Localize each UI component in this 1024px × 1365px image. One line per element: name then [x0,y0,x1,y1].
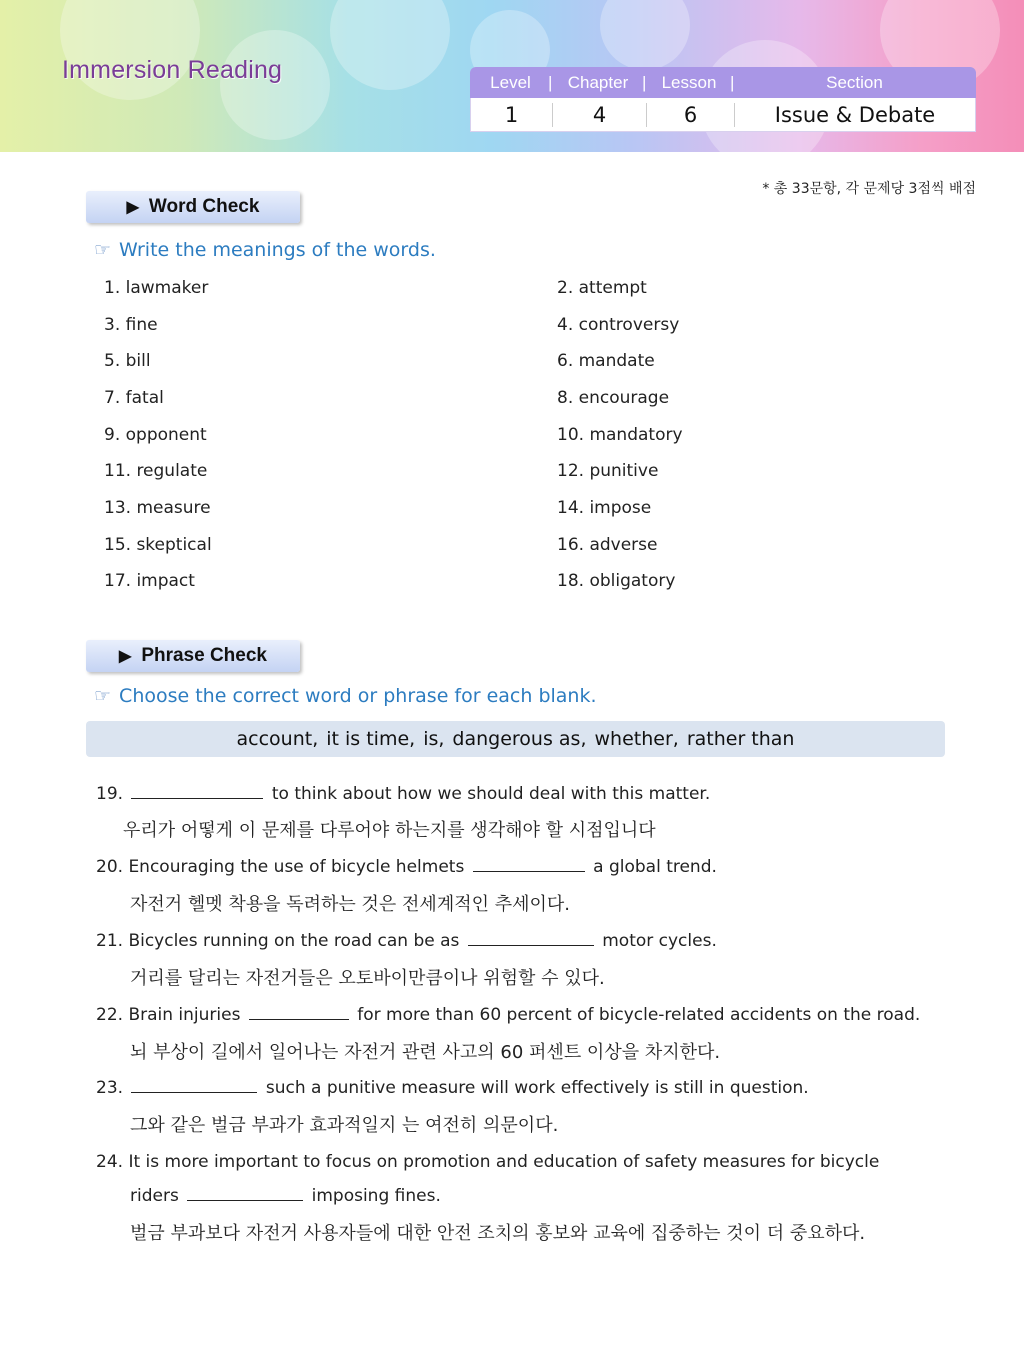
decor-bubble [330,0,450,90]
phrase-option: dangerous as, [452,728,587,750]
score-note: * 총 33문항, 각 문제당 3점씩 배점 [762,181,976,197]
word-item: 13. measure [104,498,211,518]
question-23-korean: 그와 같은 벌금 부과가 효과적일지 는 여전히 의문이다. [130,1115,559,1136]
answer-blank[interactable] [468,932,594,946]
play-triangle-icon: ▶ [126,199,139,216]
info-value-row [470,98,976,132]
word-item: 16. adverse [557,535,658,555]
question-21 [96,931,717,951]
word-item: 4. controversy [557,315,680,335]
answer-blank[interactable] [187,1187,303,1201]
question-text: 23. [96,1078,124,1098]
phrase-check-instruction-text: Choose the correct word or phrase for each blank. [119,685,597,707]
decor-bubble [600,0,690,70]
word-check-instruction [94,239,436,261]
question-text: a global trend. [593,857,717,877]
word-item: 1. lawmaker [104,278,209,298]
word-item: 2. attempt [557,278,647,298]
question-21-korean: 거리를 달리는 자전거들은 오토바이만큼이나 위험할 수 있다. [130,968,605,989]
info-col-section: | Section [733,73,976,93]
word-check-header [86,191,300,223]
question-19-korean: 우리가 어떻게 이 문제를 다루어야 하는지를 생각해야 할 시점입니다 [123,820,656,841]
phrase-option: it is time, [326,728,416,750]
phrase-check-header [86,640,300,672]
word-item: 17. impact [104,571,195,591]
phrase-check-instruction [94,685,597,707]
word-item: 5. bill [104,351,151,371]
word-item: 8. encourage [557,388,670,408]
word-item: 7. fatal [104,388,164,408]
word-check-instruction-text: Write the meanings of the words. [119,239,436,261]
decor-bubble [220,30,330,140]
phrase-option: whether, [594,728,679,750]
question-text: 24. It is more important to focus on promotion and education of safety measures for bicycle [96,1152,880,1172]
lesson-info-table [470,67,976,132]
question-24 [96,1152,879,1172]
word-item: 10. mandatory [557,425,683,445]
pointing-hand-icon: ☞ [94,685,112,707]
info-header-row [470,67,976,98]
word-item: 9. opponent [104,425,207,445]
word-check-title: Word Check [148,196,260,217]
question-23 [96,1078,809,1098]
question-text: 20. Encouraging the use of bicycle helmets [96,857,465,877]
info-col-chapter: | Chapter [551,73,645,93]
question-text: 21. Bicycles running on the road can be as [96,931,460,951]
question-24-line2 [130,1186,441,1206]
phrase-option: rather than [686,728,795,750]
question-text: such a punitive measure will work effectively is still in question. [265,1078,809,1098]
word-item: 11. regulate [104,461,208,481]
phrase-option: account, [236,728,319,750]
question-20-korean: 자전거 헬멧 착용을 독려하는 것은 전세계적인 추세이다. [130,894,570,915]
info-col-level: Level [490,72,531,92]
answer-blank[interactable] [473,858,585,872]
phrase-check-title: Phrase Check [141,645,267,666]
info-val-lesson: 6 [646,103,734,127]
info-col-lesson: | Lesson [645,73,733,93]
word-item: 12. punitive [557,461,659,481]
info-val-chapter: 4 [552,103,646,127]
question-22-korean: 뇌 부상이 길에서 일어나는 자전거 관련 사고의 60 퍼센트 이상을 차지한다. [130,1042,721,1063]
question-text: imposing fines. [311,1186,441,1206]
answer-blank[interactable] [131,1079,257,1093]
word-item: 18. obligatory [557,571,676,591]
word-item: 14. impose [557,498,652,518]
brand-title: Immersion Reading [62,56,283,84]
word-item: 15. skeptical [104,535,212,555]
header-banner [0,0,1024,152]
question-19 [96,784,710,804]
question-text: 22. Brain injuries [96,1005,241,1025]
question-text: riders [130,1186,179,1206]
phrase-options-box [86,721,945,757]
phrase-option: is, [423,728,445,750]
question-22 [96,1005,920,1025]
answer-blank[interactable] [249,1006,349,1020]
question-text: motor cycles. [602,931,717,951]
answer-blank[interactable] [131,785,263,799]
info-val-level: 1 [504,102,519,127]
info-val-section: Issue & Debate [734,103,975,127]
pointing-hand-icon: ☞ [94,239,112,261]
word-item: 6. mandate [557,351,655,371]
question-text: to think about how we should deal with this matter. [271,784,711,804]
question-20 [96,857,717,877]
play-triangle-icon: ▶ [119,648,132,665]
question-text: for more than 60 percent of bicycle-related accidents on the road. [357,1005,921,1025]
word-item: 3. fine [104,315,158,335]
decor-bubble [60,0,200,100]
question-24-korean: 벌금 부과보다 자전거 사용자들에 대한 안전 조치의 홍보와 교육에 집중하는 것이 더 중요하다. [130,1223,866,1244]
question-text: 19. [96,784,124,804]
